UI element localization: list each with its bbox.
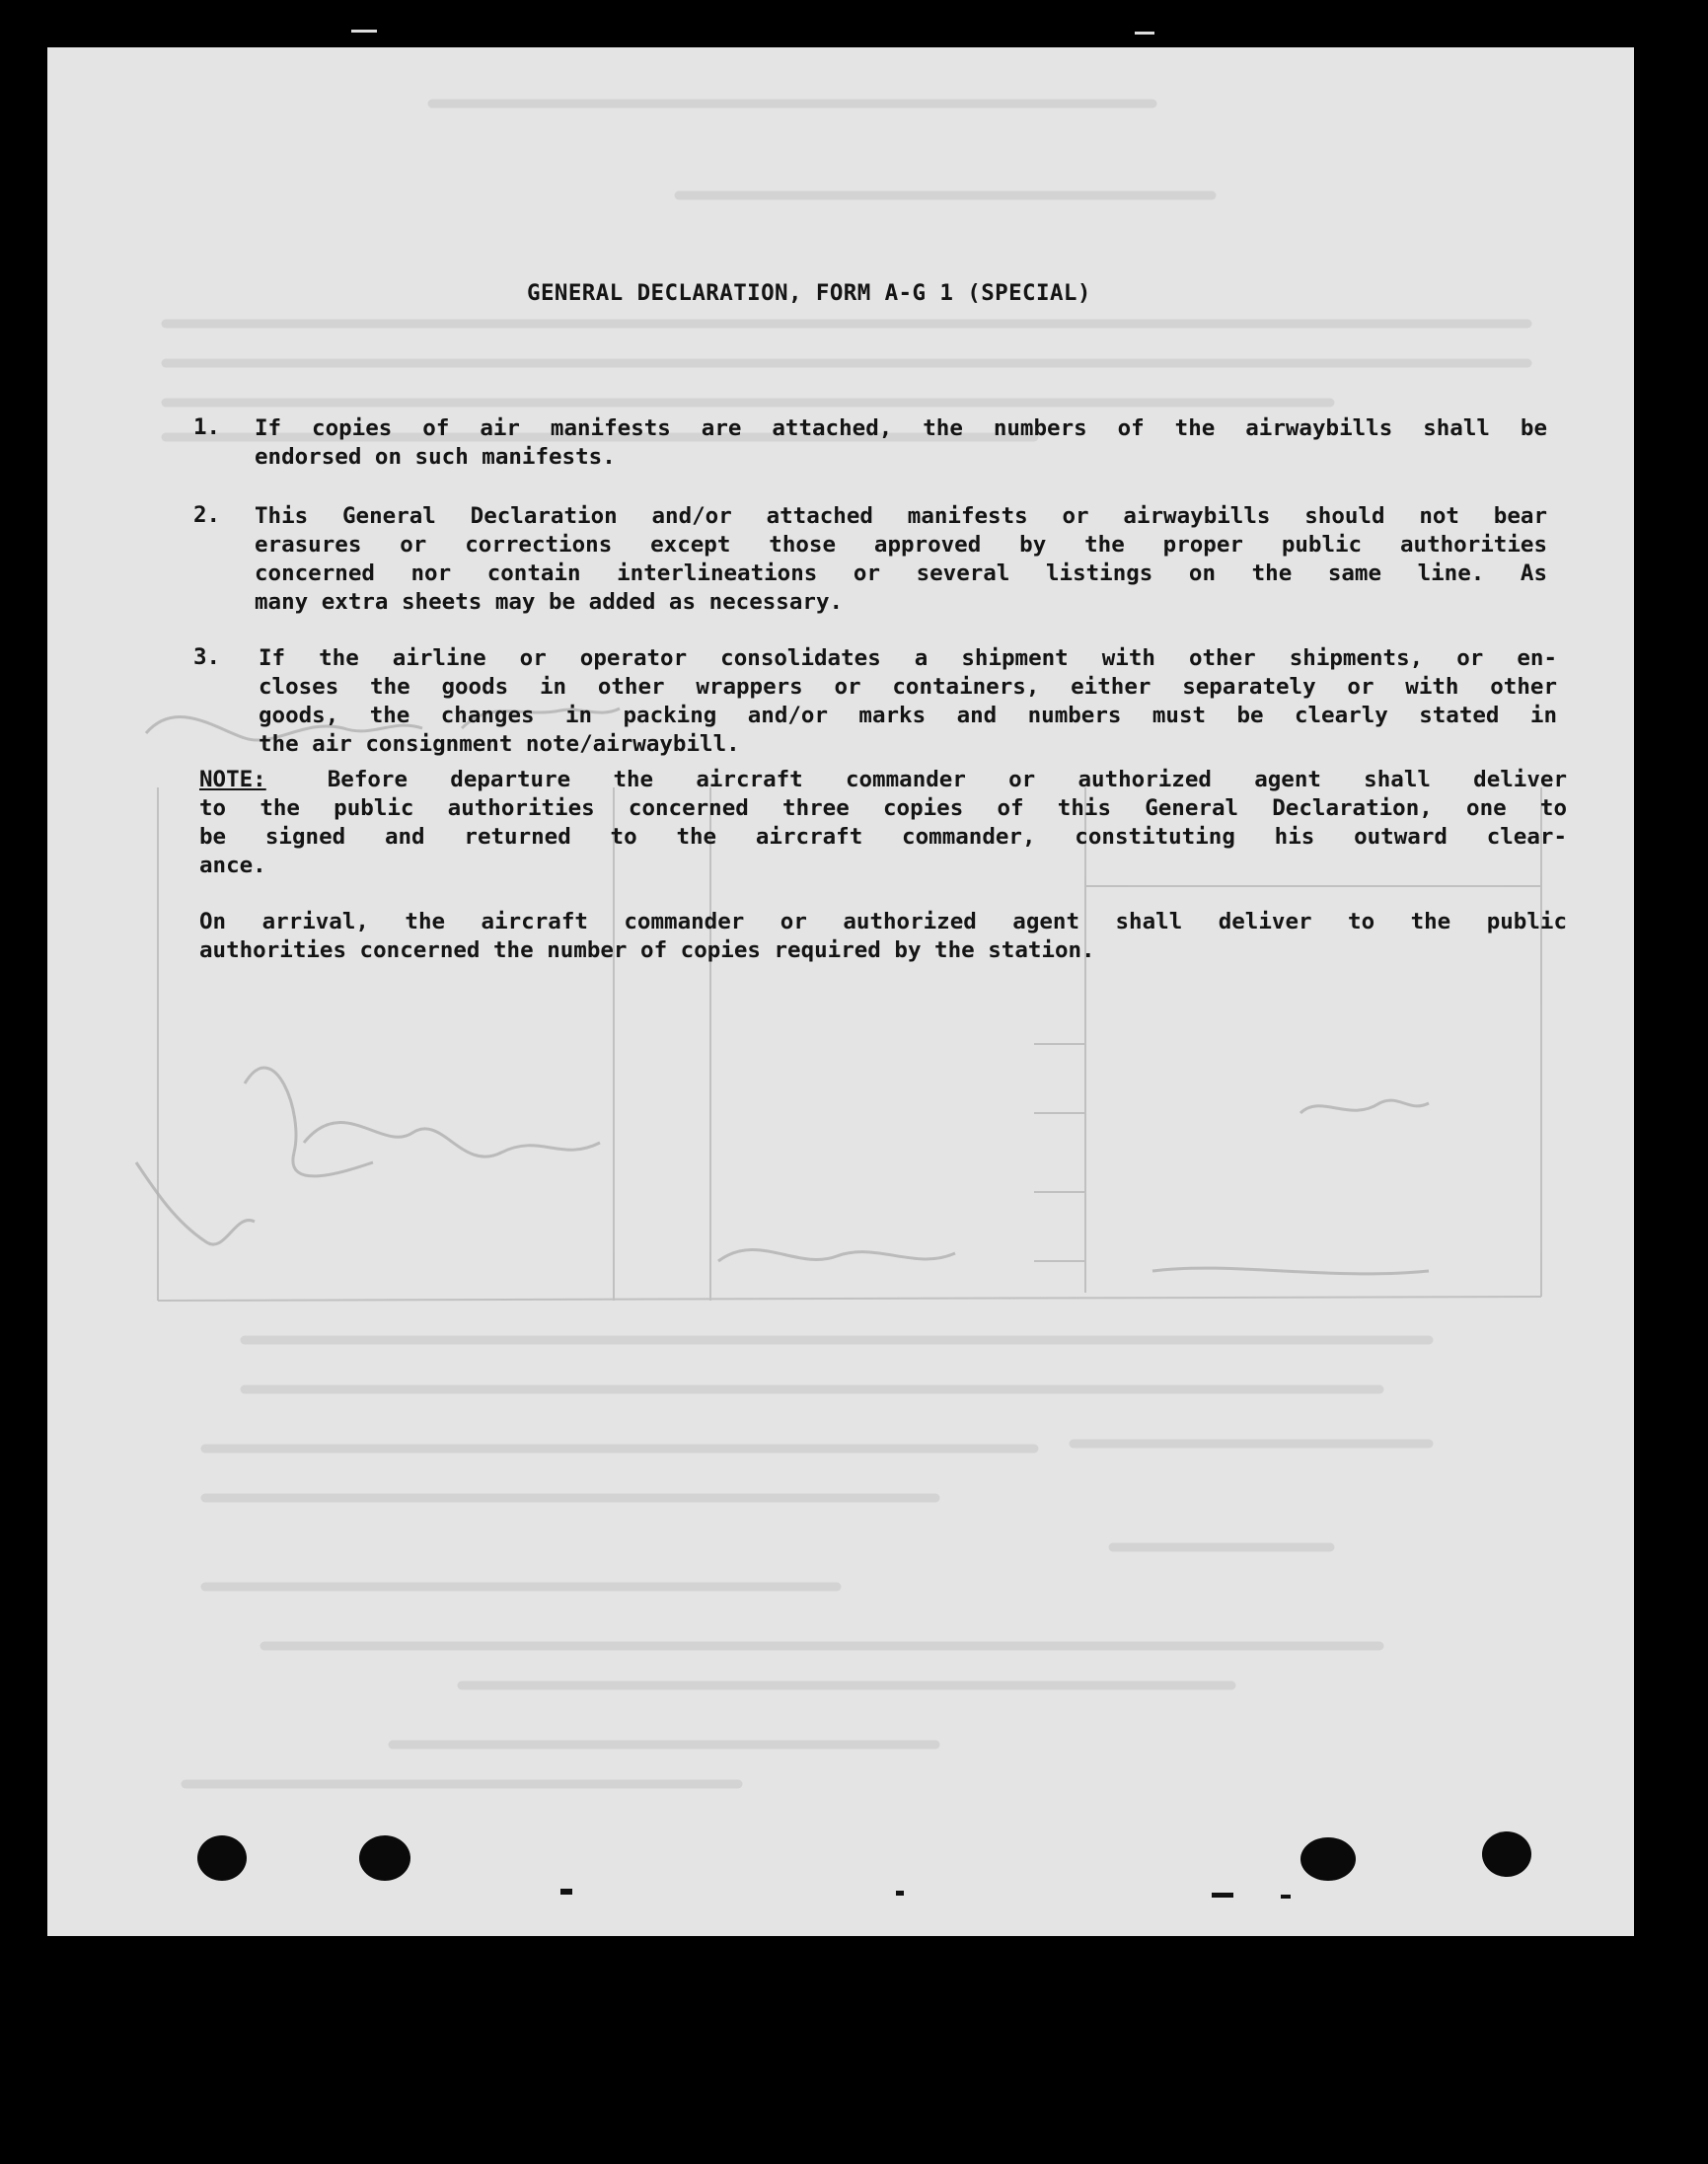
item-line: many extra sheets may be added as necessary. (255, 589, 844, 615)
scanned-page (47, 47, 1634, 1936)
arrival-line: On arrival, the aircraft commander or authorized agent shall deliver to the public (199, 909, 1567, 934)
note-label: NOTE: (199, 767, 266, 792)
item-line: If copies of air manifests are attached, the numbers of the airwaybills shall be (255, 415, 1547, 441)
item-line: concerned nor contain interlineations or several listings on the same line. As (255, 560, 1547, 586)
scan-speck (896, 1891, 904, 1896)
punch-hole-mark (197, 1835, 247, 1881)
arrival-paragraph (199, 908, 1567, 965)
item-number: 1. (193, 414, 221, 440)
document-text (47, 47, 1634, 1936)
document-title: GENERAL DECLARATION, FORM A-G 1 (SPECIAL) (527, 280, 1091, 306)
item-line: If the airline or operator consolidates a shipment with other shipments, or en- (259, 645, 1557, 671)
item-line: goods, the changes in packing and/or marks and numbers must be clearly stated in (259, 703, 1557, 728)
punch-hole-mark (359, 1835, 410, 1881)
item-text (259, 644, 1557, 759)
item-text (255, 502, 1547, 617)
item-line: erasures or corrections except those approved by the proper public authorities (255, 532, 1547, 558)
note-line: to the public authorities concerned three copies of this General Declaration, one to (199, 795, 1567, 821)
scan-speck (1212, 1893, 1233, 1898)
note-line (199, 766, 1567, 794)
item-number: 2. (193, 502, 221, 528)
punch-hole-mark (1482, 1831, 1531, 1877)
note-paragraph (199, 766, 1567, 880)
scan-speck (560, 1889, 572, 1895)
scan-edge-mark (351, 30, 377, 33)
item-line: closes the goods in other wrappers or containers, either separately or with other (259, 674, 1557, 700)
scan-edge-mark (1135, 32, 1154, 35)
item-text (255, 414, 1547, 472)
scan-speck (1281, 1895, 1291, 1899)
item-line: endorsed on such manifests. (255, 444, 616, 470)
note-line: ance. (199, 853, 266, 878)
note-line: be signed and returned to the aircraft commander, constituting his outward clear- (199, 824, 1567, 850)
item-line: This General Declaration and/or attached manifests or airwaybills should not bear (255, 503, 1547, 529)
item-number: 3. (193, 644, 221, 670)
arrival-line: authorities concerned the number of copies required by the station. (199, 937, 1095, 963)
punch-hole-mark (1300, 1837, 1356, 1881)
item-line: the air consignment note/airwaybill. (259, 731, 740, 757)
note-line-text: Before departure the aircraft commander or authorized agent shall deliver (327, 767, 1567, 792)
